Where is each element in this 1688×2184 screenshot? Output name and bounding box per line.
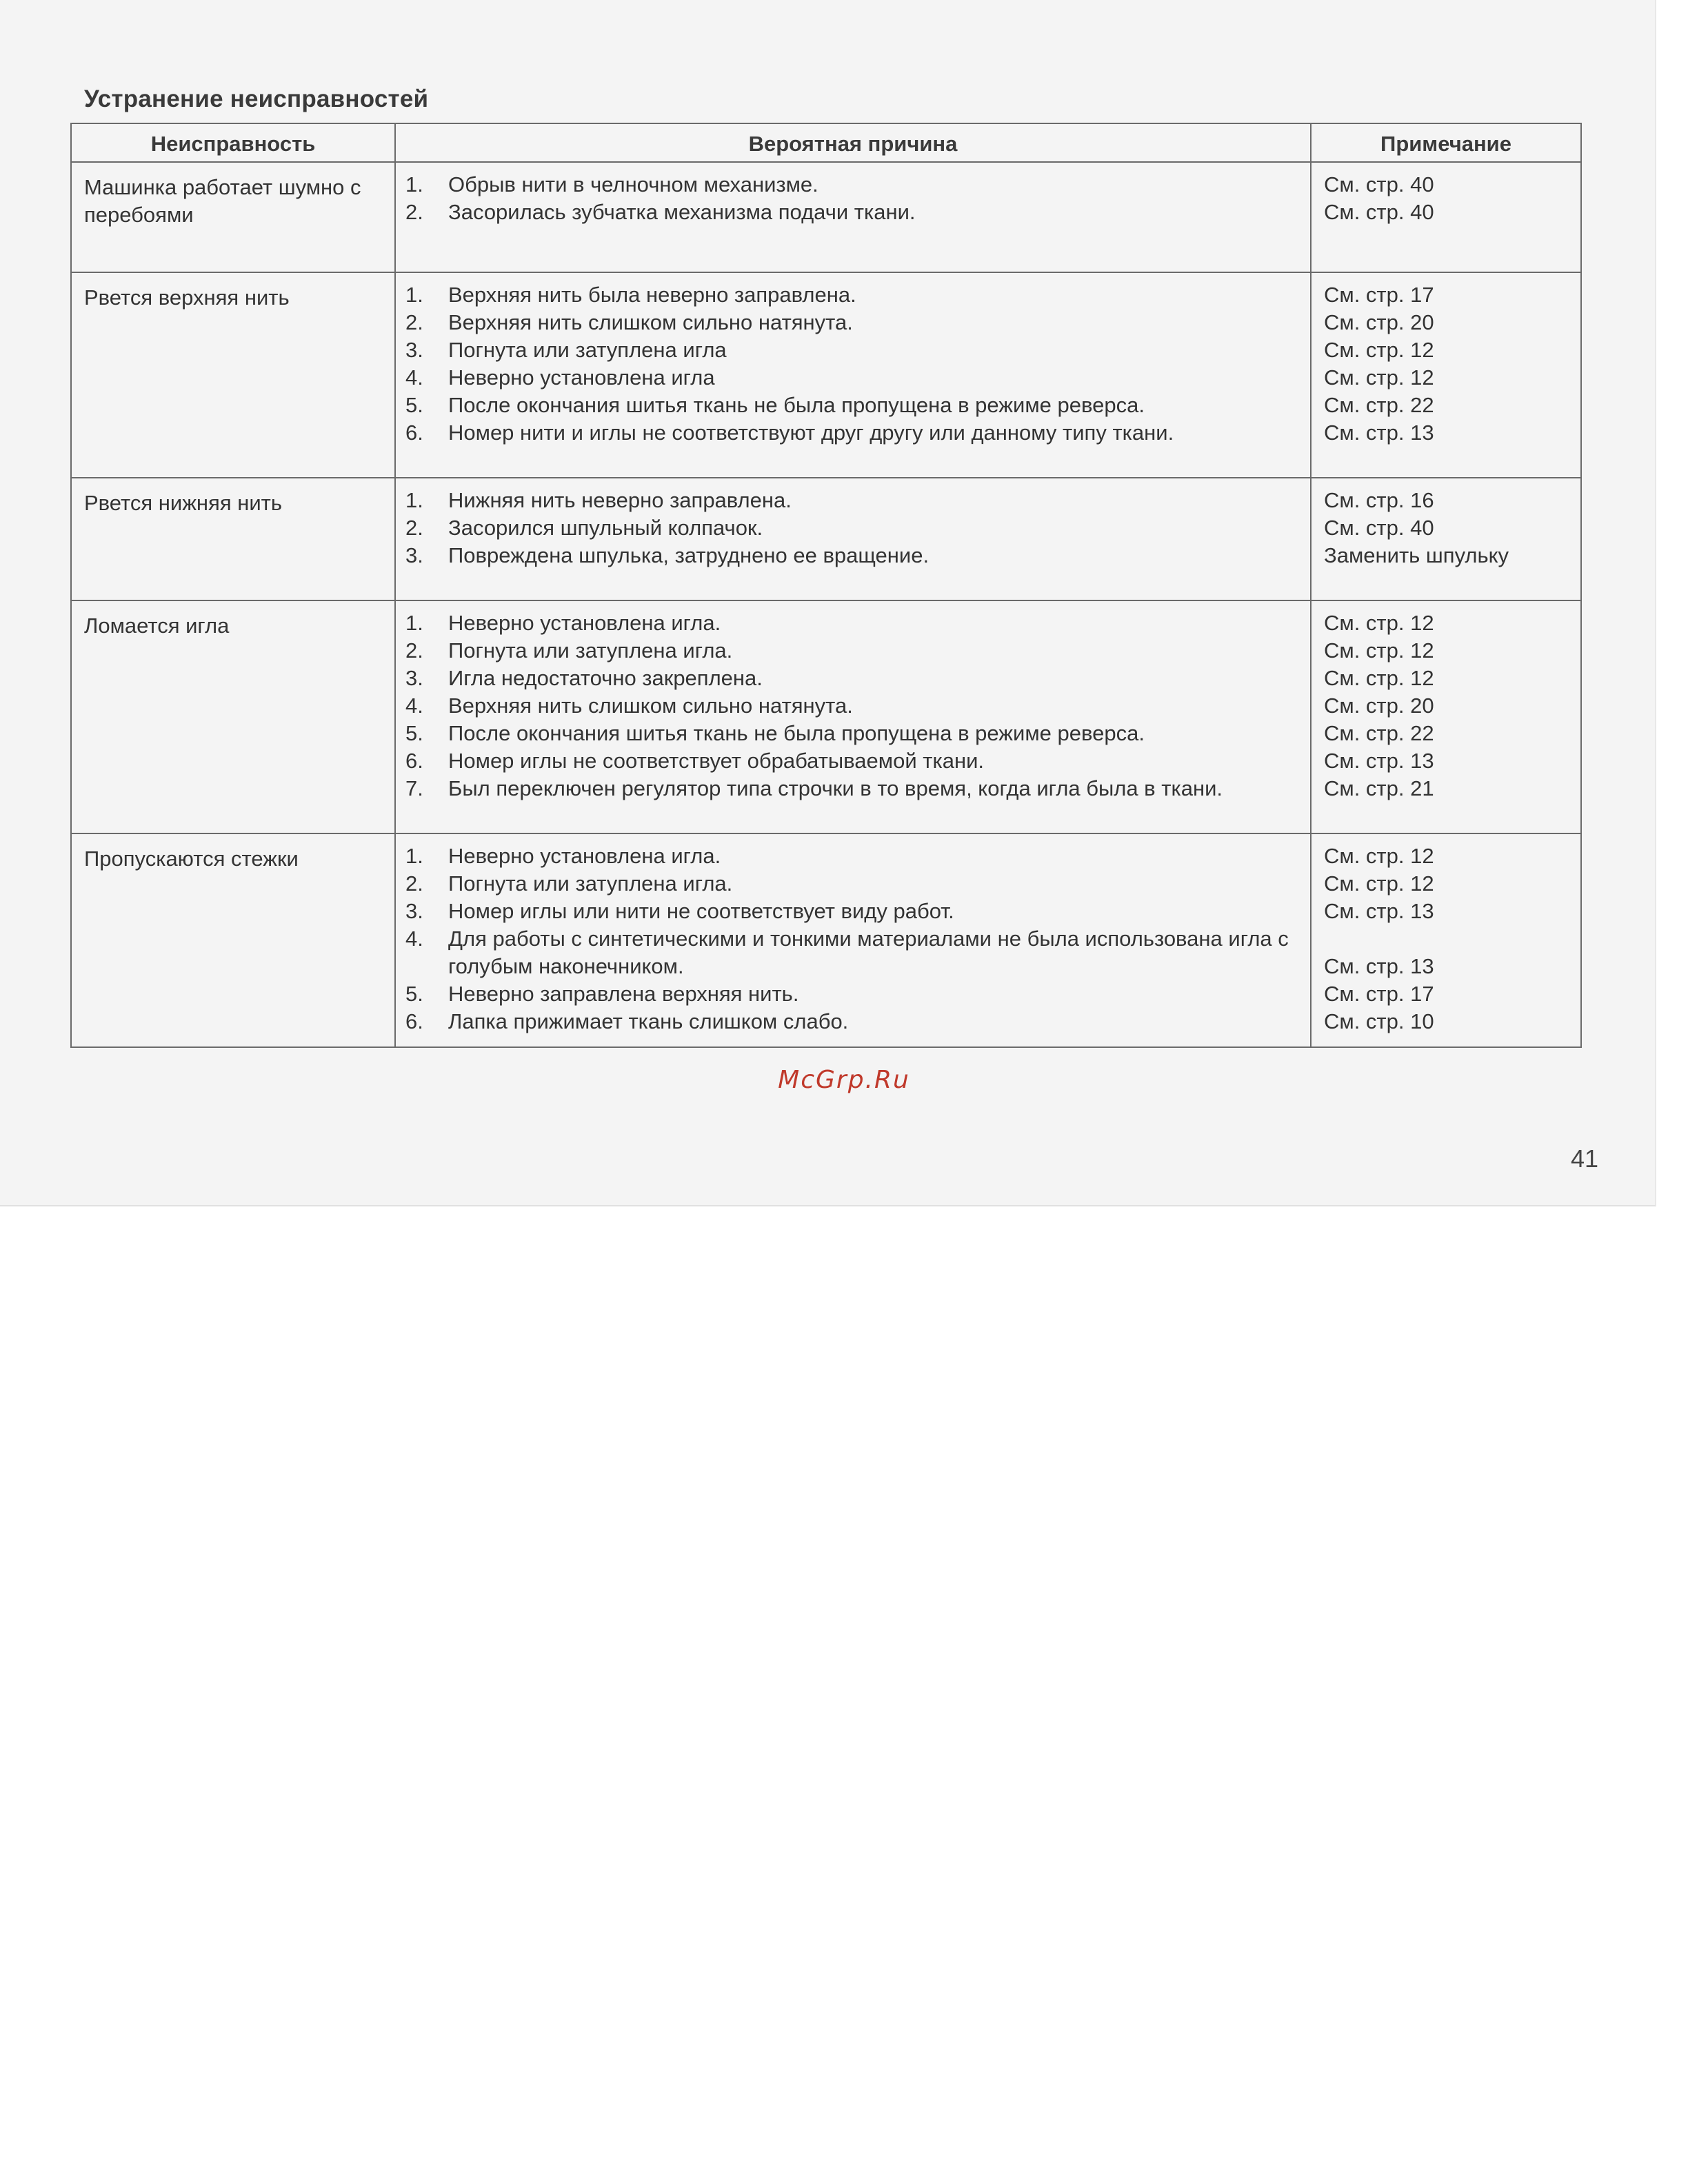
cause-text: Нижняя нить неверно заправлена. [448,488,792,512]
note-item: См. стр. 13 [1324,899,1434,923]
cause-item [405,336,1302,364]
cause-item [405,392,1302,419]
cause-text: Номер иглы не соответствует обрабатываемой ткани. [448,749,984,773]
table-header-row [71,123,1581,162]
note-item: См. стр. 40 [1324,172,1434,196]
table-row [71,478,1581,600]
note-item: См. стр. 13 [1324,421,1434,445]
note-item: См. стр. 40 [1324,516,1434,540]
cause-number: 6. [405,421,423,445]
note-item: Заменить шпульку [1324,543,1509,567]
fault-cell: Пропускаются стежки [71,833,395,1047]
note-item: См. стр. 17 [1324,283,1434,307]
cause-number: 2. [405,638,423,663]
table-row [71,833,1581,1047]
cause-number: 6. [405,1009,423,1033]
notes-cell [1311,833,1581,1047]
table-row [71,600,1581,833]
note-item: См. стр. 12 [1324,338,1434,362]
note-item: См. стр. 12 [1324,365,1434,390]
cause-item [405,842,1302,870]
cause-item [405,980,1302,1008]
cause-number: 2. [405,310,423,334]
cause-item [405,747,1302,775]
note-item: См. стр. 21 [1324,776,1434,800]
cause-text: Номер нити и иглы не соответствуют друг другу или данному типу ткани. [448,421,1174,445]
notes-cell [1311,600,1581,833]
note-item: См. стр. 13 [1324,749,1434,773]
cause-item [405,171,1302,199]
cause-text: Верхняя нить была неверно заправлена. [448,283,856,307]
cause-number: 3. [405,666,423,690]
cause-item [405,665,1302,692]
cause-text: Обрыв нити в челночном механизме. [448,172,818,196]
header-fault: Неисправность [71,123,395,162]
fault-cell: Машинка работает шумно с перебоями [71,162,395,272]
cause-item [405,720,1302,747]
cause-text: Неверно установлена игла. [448,611,721,635]
cause-text: Был переключен регулятор типа строчки в то время, когда игла была в ткани. [448,776,1223,800]
cause-number: 3. [405,899,423,923]
cause-item [405,1008,1302,1035]
cause-item [405,925,1302,980]
causes-cell [395,478,1311,600]
page-title: Устранение неисправностей [84,85,429,112]
cause-number: 6. [405,749,423,773]
note-item: См. стр. 12 [1324,638,1434,663]
cause-text: Засорилась зубчатка механизма подачи ткани. [448,200,916,224]
note-item: См. стр. 13 [1324,954,1434,978]
notes-cell [1311,162,1581,272]
cause-number: 1. [405,611,423,635]
cause-number: 5. [405,393,423,417]
cause-text: После окончания шитья ткань не была пропущена в режиме реверса. [448,721,1145,745]
cause-number: 2. [405,516,423,540]
cause-item [405,309,1302,336]
note-item: См. стр. 10 [1324,1009,1434,1033]
table-row [71,162,1581,272]
cause-item [405,637,1302,665]
cause-number: 2. [405,871,423,896]
cause-text: Неверно установлена игла [448,365,715,390]
cause-item [405,898,1302,925]
cause-text: Засорился шпульный колпачок. [448,516,763,540]
cause-number: 4. [405,927,423,951]
cause-text: Для работы с синтетическими и тонкими материалами не была использована игла с голубым наконечником. [448,927,1289,978]
cause-number: 5. [405,721,423,745]
note-item: См. стр. 22 [1324,721,1434,745]
header-cause: Вероятная причина [395,123,1311,162]
cause-item [405,281,1302,309]
note-item: См. стр. 12 [1324,666,1434,690]
troubleshooting-table [70,123,1582,1048]
fault-cell: Ломается игла [71,600,395,833]
cause-item [405,514,1302,542]
note-item: См. стр. 12 [1324,844,1434,868]
cause-text: После окончания шитья ткань не была пропущена в режиме реверса. [448,393,1145,417]
cause-text: Повреждена шпулька, затруднено ее вращение. [448,543,930,567]
cause-text: Номер иглы или нити не соответствует виду работ. [448,899,954,923]
causes-cell [395,162,1311,272]
cause-text: Игла недостаточно закреплена. [448,666,763,690]
note-item: См. стр. 22 [1324,393,1434,417]
cause-text: Погнута или затуплена игла [448,338,727,362]
note-item: См. стр. 16 [1324,488,1434,512]
cause-number: 3. [405,543,423,567]
cause-text: Погнута или затуплена игла. [448,871,733,896]
cause-number: 5. [405,982,423,1006]
cause-text: Лапка прижимает ткань слишком слабо. [448,1009,849,1033]
cause-item [405,870,1302,898]
causes-cell [395,272,1311,478]
cause-item [405,199,1302,226]
cause-number: 7. [405,776,423,800]
cause-number: 3. [405,338,423,362]
cause-item [405,364,1302,392]
note-item: См. стр. 20 [1324,694,1434,718]
causes-cell [395,833,1311,1047]
cause-text: Неверно установлена игла. [448,844,721,868]
cause-text: Погнута или затуплена игла. [448,638,733,663]
cause-item [405,775,1302,802]
cause-number: 1. [405,172,423,196]
note-item: См. стр. 20 [1324,310,1434,334]
cause-number: 1. [405,844,423,868]
cause-item [405,542,1302,569]
cause-item [405,692,1302,720]
note-item: См. стр. 12 [1324,871,1434,896]
notes-cell [1311,272,1581,478]
causes-cell [395,600,1311,833]
cause-item [405,419,1302,447]
cause-number: 2. [405,200,423,224]
cause-text: Верхняя нить слишком сильно натянута. [448,694,853,718]
cause-number: 1. [405,283,423,307]
watermark: McGrp.Ru [778,1066,910,1094]
table-row [71,272,1581,478]
header-note: Примечание [1311,123,1581,162]
cause-number: 1. [405,488,423,512]
cause-item [405,487,1302,514]
note-item: См. стр. 40 [1324,200,1434,224]
cause-text: Верхняя нить слишком сильно натянута. [448,310,853,334]
notes-cell [1311,478,1581,600]
note-item: См. стр. 12 [1324,611,1434,635]
cause-number: 4. [405,365,423,390]
cause-item [405,609,1302,637]
note-item: См. стр. 17 [1324,982,1434,1006]
cause-text: Неверно заправлена верхняя нить. [448,982,799,1006]
fault-cell: Рвется верхняя нить [71,272,395,478]
fault-cell: Рвется нижняя нить [71,478,395,600]
page-number: 41 [1571,1144,1599,1173]
cause-number: 4. [405,694,423,718]
